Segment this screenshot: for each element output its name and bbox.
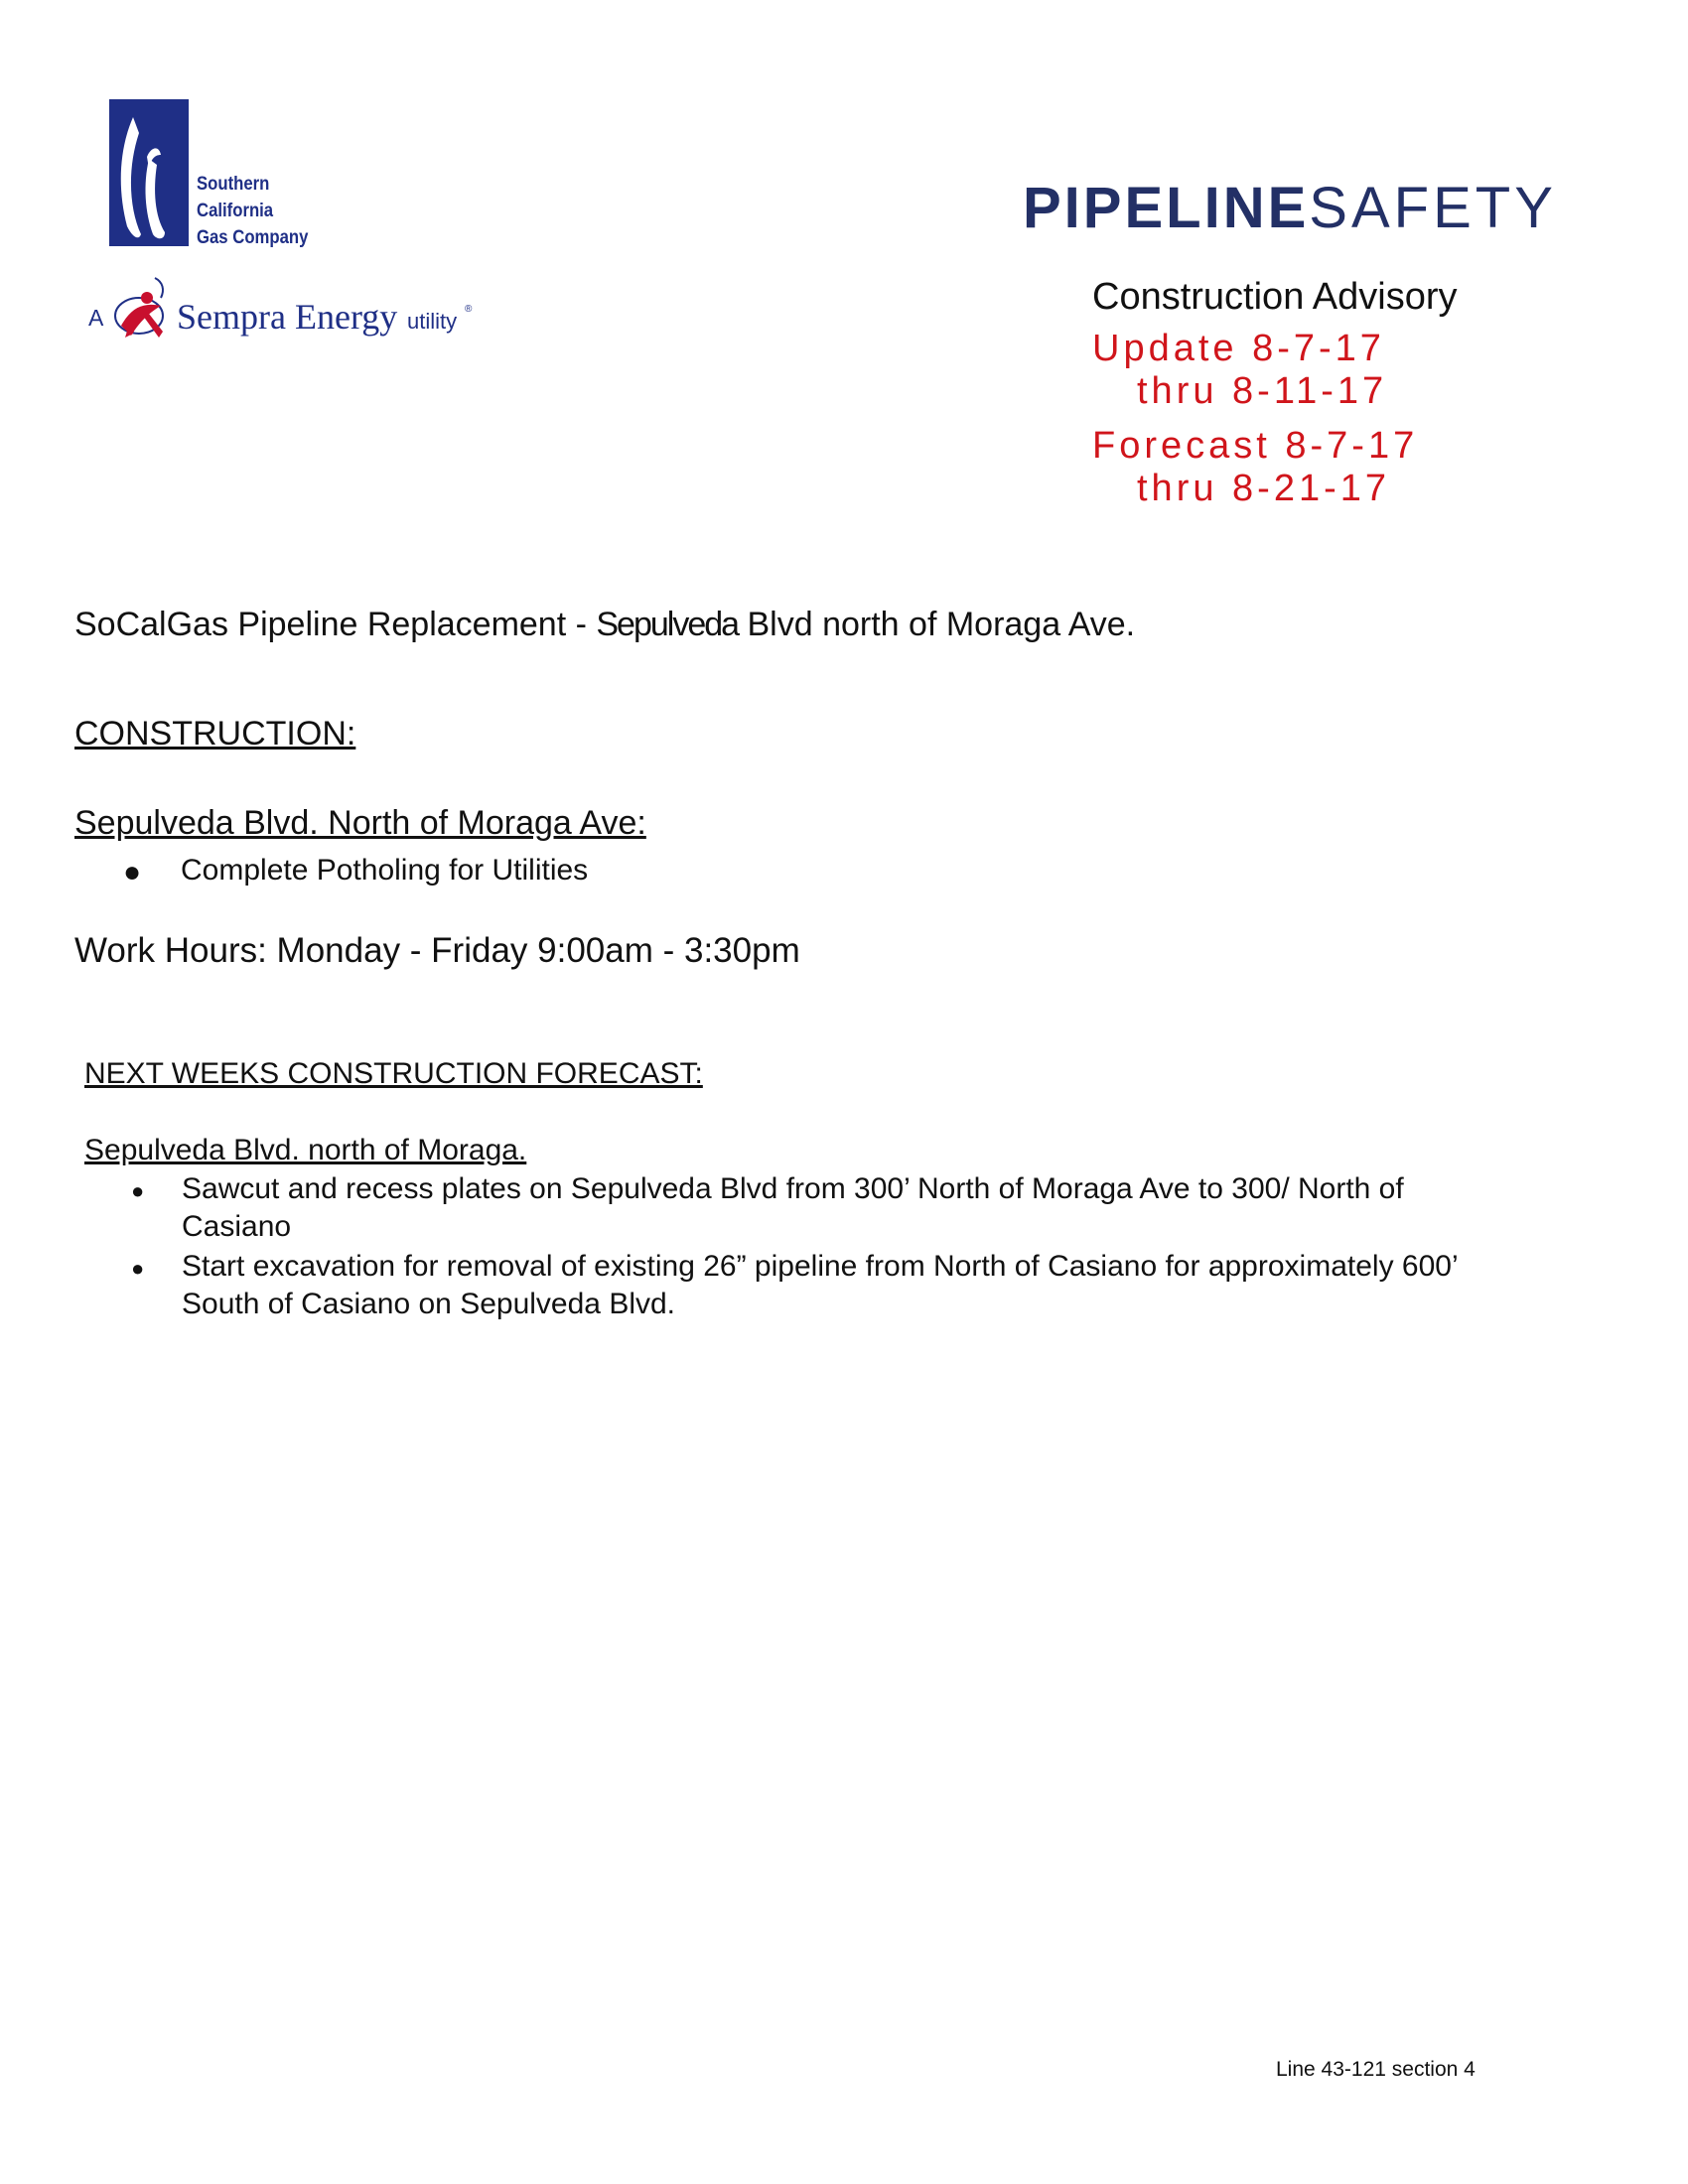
update-line-1: Update 8-7-17 xyxy=(1092,328,1385,369)
construction-heading: CONSTRUCTION: xyxy=(74,715,356,752)
sempra-utility: utility xyxy=(407,309,458,334)
sempra-name: Sempra Energy xyxy=(177,297,398,337)
work-hours: Work Hours: Monday - Friday 9:00am - 3:30pm xyxy=(74,931,800,970)
sempra-registered-mark: ® xyxy=(465,304,473,315)
bullet-icon: ● xyxy=(131,1178,145,1203)
socalgas-logo-text xyxy=(197,171,308,251)
bullet-icon: ● xyxy=(131,1256,145,1281)
forecast-heading: NEXT WEEKS CONSTRUCTION FORECAST: xyxy=(84,1057,703,1090)
footer-section-label: Line 43-121 section 4 xyxy=(1276,2058,1476,2081)
construction-location-heading: Sepulveda Blvd. North of Moraga Ave: xyxy=(74,804,646,842)
sempra-prefix: A xyxy=(88,305,104,331)
project-title-part-3: Blvd north of Moraga Ave. xyxy=(738,606,1136,643)
title-bold-part: PIPELINE xyxy=(1023,176,1310,240)
forecast-item-2-line-2: South of Casiano on Sepulveda Blvd. xyxy=(182,1288,676,1320)
bullet-icon: ● xyxy=(123,856,142,888)
title-light-part: SAFETY xyxy=(1309,176,1557,240)
project-title-part-1: SoCalGas Pipeline Replacement - xyxy=(74,606,597,643)
sempra-swirl-icon xyxy=(107,268,177,347)
project-title xyxy=(74,606,1135,644)
forecast-line-2: thru 8-21-17 xyxy=(1137,468,1391,509)
pipeline-safety-title xyxy=(1023,175,1557,241)
forecast-item-2-line-1: Start excavation for removal of existing 26” pipeline from North of Casiano for approximately 600’ xyxy=(182,1250,1459,1283)
socalgas-logo-mark xyxy=(109,99,189,246)
construction-item: Complete Potholing for Utilities xyxy=(181,854,589,887)
forecast-item-1-line-2: Casiano xyxy=(182,1210,292,1243)
forecast-location-heading: Sepulveda Blvd. north of Moraga. xyxy=(84,1134,527,1166)
flame-icon xyxy=(109,99,189,246)
construction-advisory-label: Construction Advisory xyxy=(1092,276,1458,318)
forecast-item-1-line-1: Sawcut and recess plates on Sepulveda Blvd from 300’ North of Moraga Ave to 300/ North of xyxy=(182,1172,1404,1205)
update-line-2: thru 8-11-17 xyxy=(1137,370,1388,412)
socalgas-line-2: California xyxy=(197,201,274,221)
project-title-part-2: Sepulveda xyxy=(596,606,739,643)
socalgas-line-3: Gas Company xyxy=(197,227,309,248)
socalgas-line-1: Southern xyxy=(197,174,270,195)
forecast-line-1: Forecast 8-7-17 xyxy=(1092,425,1419,467)
